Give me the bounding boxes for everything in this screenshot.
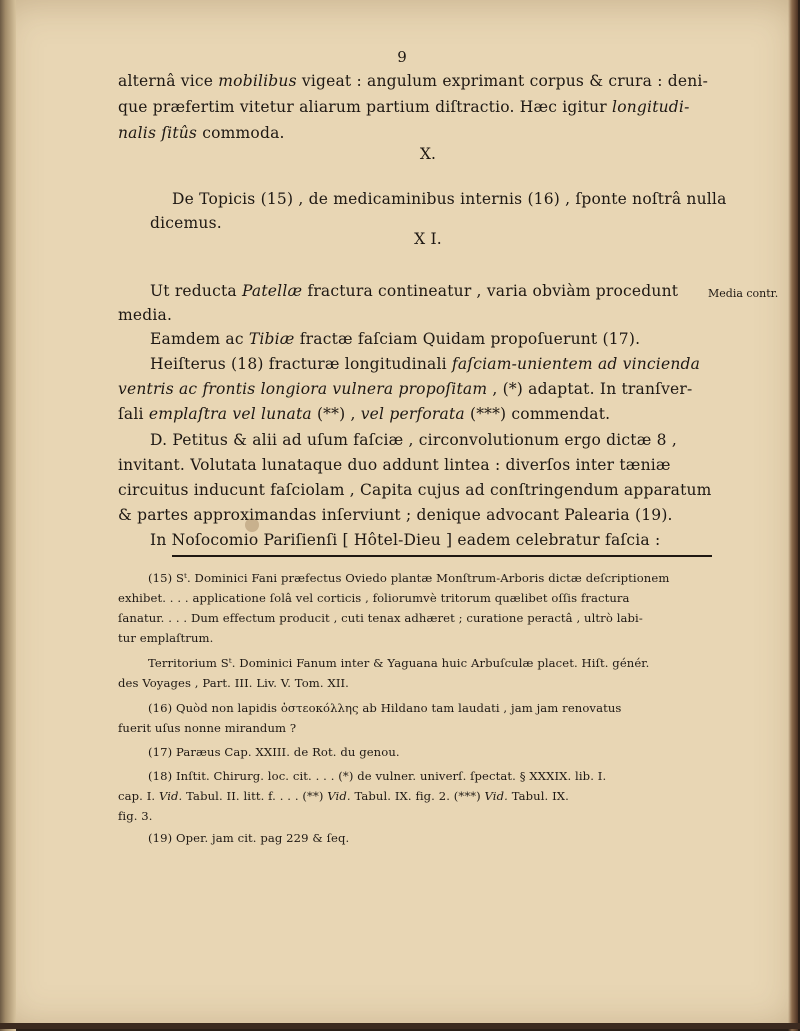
text-line: invitant. Volutata lunataque duo addunt lintea : diverſos inter tæniæ bbox=[118, 456, 671, 474]
page-left-edge bbox=[0, 0, 16, 1031]
page-bottom-edge bbox=[0, 1023, 800, 1029]
text-line: In Noſocomio Pariſienſi [ Hôtel-Dieu ] eadem celebratur faſcia : bbox=[150, 531, 661, 549]
footnote-line: fig. 3. bbox=[118, 809, 153, 823]
text-line: Eamdem ac Tibiæ fractæ faſciam Quidam propoſuerunt (17). bbox=[150, 330, 641, 348]
text-line: que præfertim vitetur aliarum partium diſtractio. Hæc igitur longitudi- bbox=[118, 98, 690, 116]
footnote-rule bbox=[172, 555, 712, 557]
page-number: 9 bbox=[397, 48, 407, 66]
footnote-line: exhibet. . . . applicatione ſolâ vel corticis , foliorumvè tritorum quælibet oſſis fractura bbox=[118, 591, 630, 605]
footnote-line: (17) Paræus Cap. XXIII. de Rot. du genou. bbox=[148, 745, 400, 759]
footnote-line: (15) Sᵗ. Dominici Fani præfectus Oviedo plantæ Monſtrum-Arboris dictæ deſcriptionem bbox=[148, 571, 670, 585]
text-line: & partes approximandas inſerviunt ; denique advocant Palearia (19). bbox=[118, 506, 673, 524]
section-heading-xi: X I. bbox=[414, 230, 442, 248]
text-line: dicemus. bbox=[150, 214, 222, 232]
footnote-line: tur emplaſtrum. bbox=[118, 631, 214, 645]
footnote-line: (16) Quòd non lapidis ὀστεοκόλλης ab Hildano tam laudati , jam jam renovatus bbox=[148, 701, 622, 715]
text-line: media. bbox=[118, 306, 173, 324]
text-line: D. Petitus & alii ad uſum faſciæ , circonvolutionum ergo dictæ 8 , bbox=[150, 431, 677, 449]
section-heading-x: X. bbox=[419, 145, 437, 163]
footnote-line: fuerit uſus nonne mirandum ? bbox=[118, 721, 297, 735]
text-line: Heiſterus (18) fracturæ longitudinali faſciam-unientem ad vincienda bbox=[150, 355, 701, 373]
text-line: circuitus inducunt faſciolam , Capita cujus ad conſtringendum apparatum bbox=[118, 481, 712, 499]
footnote-line: des Voyages , Part. III. Liv. V. Tom. XII. bbox=[118, 676, 349, 690]
text-line: nalis ſitûs commoda. bbox=[118, 124, 285, 142]
text-line: alternâ vice mobilibus vigeat : angulum exprimant corpus & crura : deni- bbox=[118, 72, 709, 90]
margin-note: Media contr. bbox=[708, 287, 779, 300]
footnote-line: (18) Inſtit. Chirurg. loc. cit. . . . (*) de vulner. univerſ. ſpectat. § XXXIX. lib. I. bbox=[148, 769, 607, 783]
page-right-edge bbox=[788, 0, 798, 1031]
text-line: Ut reducta Patellæ fractura contineatur , varia obviàm procedunt bbox=[150, 282, 679, 300]
ink-blot bbox=[245, 518, 259, 532]
footnote-line: ſanatur. . . . Dum effectum producit , cuti tenax adhæret ; curatione peractâ , ultrò labi- bbox=[118, 611, 643, 625]
text-line: ventris ac frontis longiora vulnera propoſitam , (*) adaptat. In tranſver- bbox=[118, 380, 693, 398]
footnote-line: (19) Oper. jam cit. pag 229 & ſeq. bbox=[148, 831, 350, 845]
text-line: ſali emplaſtra vel lunata (**) , vel perforata (***) commendat. bbox=[118, 405, 611, 423]
footnote-line: Territorium Sᵗ. Dominici Fanum inter & Yaguana huic Arbuſculæ placet. Hiſt. génér. bbox=[148, 656, 650, 670]
text-line: De Topicis (15) , de medicaminibus internis (16) , ſponte noſtrâ nulla bbox=[172, 190, 727, 208]
footnote-line: cap. I. Vid. Tabul. II. litt. f. . . . (**) Vid. Tabul. IX. fig. 2. (***) Vid. Tabul. IX. bbox=[118, 789, 569, 803]
